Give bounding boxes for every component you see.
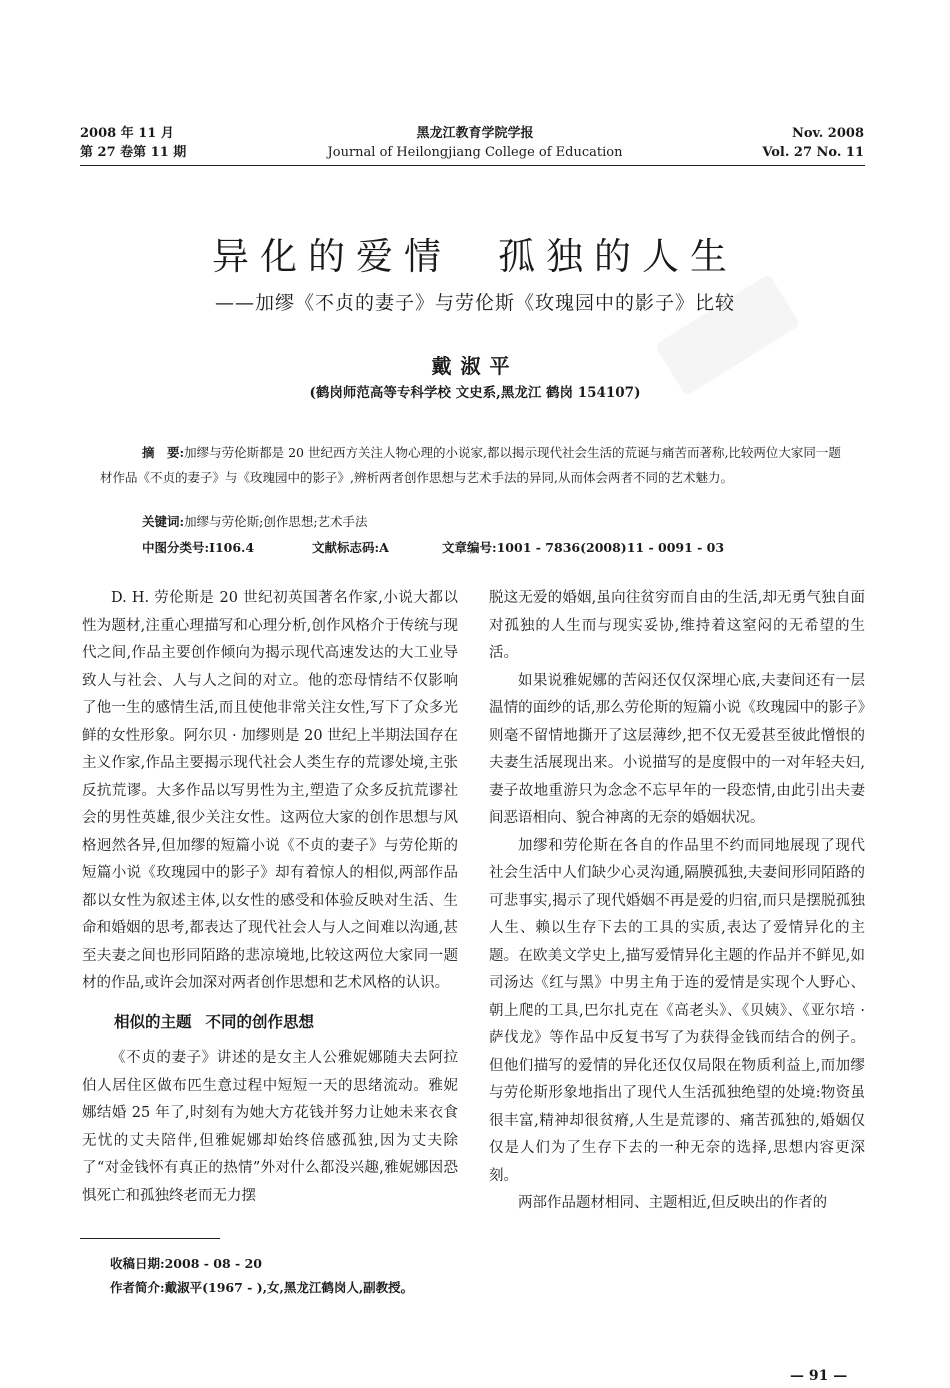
keywords-text: 加缪与劳伦斯;创作思想;艺术手法 [184,514,368,529]
header-date-line: 2008 年 11 月 [80,126,174,141]
document-code: 文献标志码:A [312,540,389,555]
left-paragraph-2: 《不贞的妻子》讲述的是女主人公雅妮娜随夫去阿拉伯人居住区做布匹生意过程中短短一天的思绪流动。雅妮娜结婚 25 年了,时刻有为她大方花钱并努力让她未来衣食无忧的丈夫陪伴,但雅妮娜却始终倍感孤独,因为丈夫除了“对金钱怀有真正的热情”外对什么都没兴趣,雅妮娜因恐惧死亡和孤独终老而无力摆 [82,1050,458,1204]
header-issue [762,124,864,162]
footnote-rule [80,1238,220,1239]
section-heading-part-1: 相似的主题 [114,1011,192,1031]
section-heading [82,1008,458,1036]
author-name: 戴淑平 [431,354,519,378]
abstract-label: 摘 要: [142,445,185,460]
header-journal-en: Journal of Heilongjiang College of Education [327,145,623,160]
body-left-column [82,585,458,1210]
right-paragraph-4: 两部作品题材相同、主题相近,但反映出的作者的 [518,1195,828,1211]
abstract-text: 加缪与劳伦斯都是 20 世纪西方关注人物心理的小说家,都以揭示现代社会生活的荒诞与痛苦而著称,比较两位大家同一题材作品《不贞的妻子》与《玫瑰园中的影子》,辨析两者创作思想与艺术手法的异同,从而体会两者不同的艺术魅力。 [100,445,841,485]
received-date: 收稿日期:2008 - 08 - 20 [110,1256,262,1271]
page-number: — 91 — [790,1368,848,1384]
keywords-label: 关键词: [142,514,185,529]
header-journal-cn: 黑龙江教育学院学报 [416,126,534,141]
paper-subtitle: ——加缪《不贞的妻子》与劳伦斯《玫瑰园中的影子》比较 [214,292,735,314]
title-part-2: 孤独的人生 [498,235,738,278]
author-affiliation: (鹤岗师范高等专科学校 文史系,黑龙江 鹤岗 154107) [309,385,641,401]
header-issue-date: Nov. 2008 [791,126,864,141]
left-paragraph-1: D. H. 劳伦斯是 20 世纪初英国著名作家,小说大都以性为题材,注重心理描写和心理分析,创作风格介于传统与现代之间,作品主要创作倾向为揭示现代高速发达的大工业导致人与社会、人与人之间的对立。他的恋母情结不仅影响了他一生的感情生活,而且使他非常关注女性,写下了众多光鲜的女性形象。阿尔贝 · 加缪则是 20 世纪上半期法国存在主义作家,作品主要揭示现代社会人类生存的荒谬处境,主张反抗荒谬。大多作品以写男性为主,塑造了众多反抗荒谬社会的男性英雄,很少关注女性。这两位大家的创作思想与风格迥然各异,但加缪的短篇小说《不贞的妻子》与劳伦斯的短篇小说《玫瑰园中的影子》却有着惊人的相似,两部作品都以女性为叙述主体,以女性的感受和体验反映对生活、生命和婚姻的思考,都表达了现代社会人与人之间难以沟通,甚至夫妻之间也形同陌路的悲凉境地,比较这两位大家同一题材的作品,或许会加深对两者创作思想和艺术风格的认识。 [82,590,458,991]
header-issue-volume: Vol. 27 No. 11 [762,145,864,160]
header-rule [80,165,865,166]
author-bio: 作者简介:戴淑平(1967 - ),女,黑龙江鹤岗人,副教授。 [110,1280,414,1295]
body-right-column [489,585,865,1218]
header-volume-line: 第 27 卷第 11 期 [80,145,187,160]
title-part-1: 异化的爱情 [212,235,452,278]
article-number: 文章编号:1001 - 7836(2008)11 - 0091 - 03 [442,540,725,555]
right-paragraph-1: 脱这无爱的婚姻,虽向往贫穷而自由的生活,却无勇气独自面对孤独的人生而与现实妥协,维持着这窒闷的无希望的生活。 [489,590,865,661]
classification-line [142,538,842,556]
clc-number: 中图分类号:I106.4 [142,540,255,555]
paper-title [0,226,950,280]
section-heading-part-2: 不同的创作思想 [205,1011,315,1031]
right-paragraph-2: 如果说雅妮娜的苦闷还仅仅深埋心底,夫妻间还有一层温情的面纱的话,那么劳伦斯的短篇小说《玫瑰园中的影子》则毫不留情地撕开了这层薄纱,把不仅无爱甚至彼此憎恨的夫妻生活展现出来。小说描写的是度假中的一对年轻夫妇,妻子故地重游只为念念不忘早年的一段恋情,由此引出夫妻间恶语相向、貌合神离的无奈的婚姻状况。 [489,672,865,826]
right-paragraph-3: 加缪和劳伦斯在各自的作品里不约而同地展现了现代社会生活中人们缺少心灵沟通,隔膜孤独,夫妻间形同陌路的可悲事实,揭示了现代婚姻不再是爱的归宿,而只是摆脱孤独人生、赖以生存下去的工具的实质,表达了爱情异化的主题。在欧美文学史上,描写爱情异化主题的作品并不鲜见,如司汤达《红与黑》中男主角于连的爱情是实现个人野心、朝上爬的工具,巴尔扎克在《高老头》、《贝姨》、《亚尔培 · 萨伐龙》等作品中反复书写了为获得金钱而结合的例子。但他们描写的爱情的异化还仅仅局限在物质利益上,而加缪与劳伦斯形象地指出了现代人生活孤独绝望的处境:物资虽很丰富,精神却很贫瘠,人生是荒谬的、痛苦孤独的,婚姻仅仅是人们为了生存下去的一种无奈的选择,思想内容更深刻。 [489,837,865,1184]
abstract [100,440,845,490]
keywords [142,512,368,530]
